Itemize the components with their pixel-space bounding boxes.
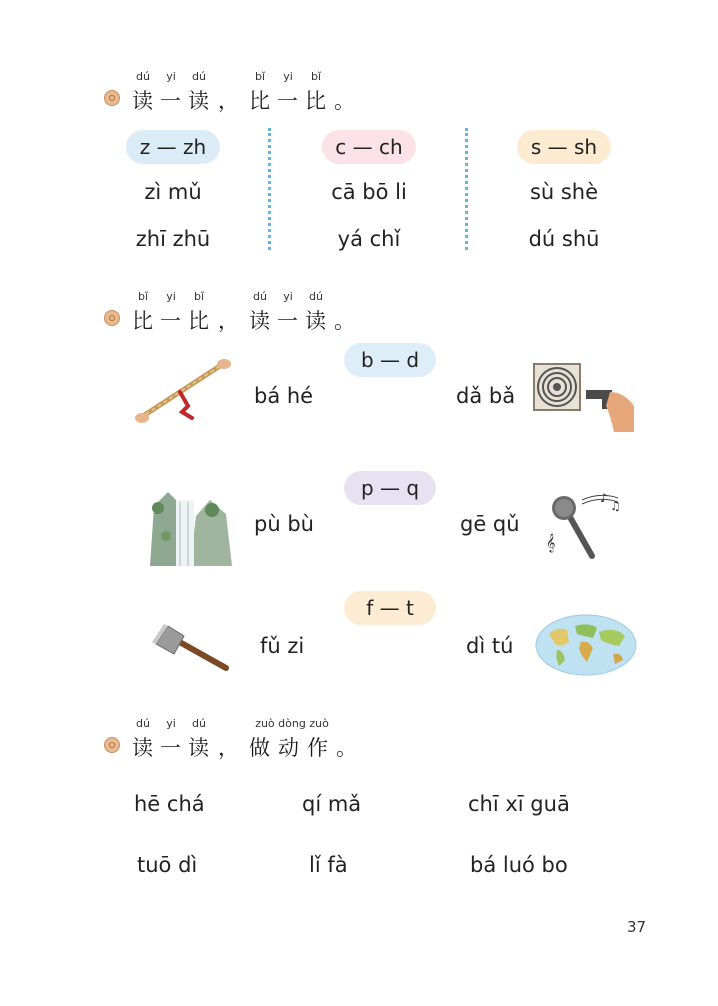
- heading-pinyin: bǐ: [193, 290, 205, 303]
- heading-char: 比: [249, 89, 272, 113]
- heading-char: 动: [278, 736, 301, 760]
- heading-char: 读: [188, 89, 211, 113]
- consonant-pair-pill: p — q: [344, 471, 436, 505]
- pinyin-word: yá chǐ: [337, 227, 401, 251]
- heading-char: ，: [218, 736, 241, 760]
- pinyin-word: cā bō li: [331, 180, 407, 204]
- heading-pinyin: yi: [283, 70, 293, 83]
- heading-char: 。: [336, 736, 359, 760]
- heading-pinyin: bǐ: [254, 70, 266, 83]
- heading-pinyin: bǐ: [137, 290, 149, 303]
- heading-char: 一: [160, 309, 183, 333]
- consonant-pair-pill: f — t: [344, 591, 436, 625]
- pinyin-word: bá luó bo: [470, 853, 568, 877]
- pinyin-word: dǎ bǎ: [456, 384, 516, 408]
- heading-char: 做: [249, 736, 272, 760]
- tug-of-war-rope-icon: [134, 352, 234, 432]
- pinyin-word: sù shè: [529, 180, 599, 204]
- pinyin-word: gē qǔ: [460, 512, 520, 536]
- heading-pinyin: yi: [166, 290, 176, 303]
- heading-char: 读: [305, 309, 328, 333]
- waterfall-icon: [146, 486, 236, 568]
- heading-char: ，: [218, 309, 241, 333]
- pinyin-word: chī xī guā: [468, 792, 570, 816]
- svg-text:𝄞: 𝄞: [546, 533, 556, 552]
- pinyin-word: zhī zhū: [135, 227, 211, 251]
- consonant-pair-pill: s — sh: [517, 130, 611, 164]
- pinyin-word: lǐ fà: [309, 853, 348, 877]
- heading-pinyin: dú: [309, 290, 323, 303]
- column-divider: [268, 128, 271, 250]
- heading-char: 一: [277, 89, 300, 113]
- heading-pinyin: dú: [253, 290, 267, 303]
- heading-char: 一: [160, 736, 183, 760]
- heading-pinyin: dú: [136, 70, 150, 83]
- svg-text:♪: ♪: [600, 491, 608, 505]
- pinyin-word: zì mǔ: [144, 180, 202, 204]
- heading-pinyin: bǐ: [310, 70, 322, 83]
- pinyin-word: pù bù: [254, 512, 314, 536]
- heading-char: 。: [334, 309, 357, 333]
- world-map-icon: [535, 614, 637, 676]
- heading-pinyin: zuò dòng zuò: [255, 717, 329, 730]
- heading-char: 。: [334, 89, 357, 113]
- heading-char: 比: [188, 309, 211, 333]
- heading-pinyin: yi: [166, 717, 176, 730]
- consonant-pair-pill: z — zh: [126, 130, 220, 164]
- section-bullet-icon: [104, 737, 120, 753]
- pinyin-word: qí mǎ: [302, 792, 362, 816]
- pinyin-word: fǔ zi: [260, 634, 305, 658]
- pinyin-word: hē chá: [134, 792, 205, 816]
- pinyin-word: dú shū: [528, 227, 600, 251]
- section-bullet-icon: [104, 310, 120, 326]
- microphone-music-icon: [544, 488, 624, 560]
- heading-pinyin: dú: [136, 717, 150, 730]
- consonant-pair-pill: b — d: [344, 343, 436, 377]
- heading-char: 比: [132, 309, 155, 333]
- heading-char: 比: [305, 89, 328, 113]
- heading-pinyin: yi: [283, 290, 293, 303]
- axe-icon: [150, 616, 230, 674]
- heading-pinyin: dú: [192, 70, 206, 83]
- svg-text:♫: ♫: [610, 499, 621, 513]
- heading-char: 读: [188, 736, 211, 760]
- heading-pinyin: yi: [166, 70, 176, 83]
- section-bullet-icon: [104, 90, 120, 106]
- column-divider: [465, 128, 468, 250]
- target-shooting-icon: [532, 362, 636, 434]
- pinyin-word: bá hé: [254, 384, 314, 408]
- pinyin-word: dì tú: [466, 634, 514, 658]
- pinyin-word: tuō dì: [137, 853, 198, 877]
- heading-pinyin: dú: [192, 717, 206, 730]
- heading-char: ，: [218, 89, 241, 113]
- heading-char: 一: [160, 89, 183, 113]
- heading-char: 一: [277, 309, 300, 333]
- consonant-pair-pill: c — ch: [322, 130, 416, 164]
- page-number: 37: [627, 918, 647, 936]
- heading-char: 读: [249, 309, 272, 333]
- heading-char: 读: [132, 736, 155, 760]
- heading-char: 读: [132, 89, 155, 113]
- heading-char: 作: [307, 736, 330, 760]
